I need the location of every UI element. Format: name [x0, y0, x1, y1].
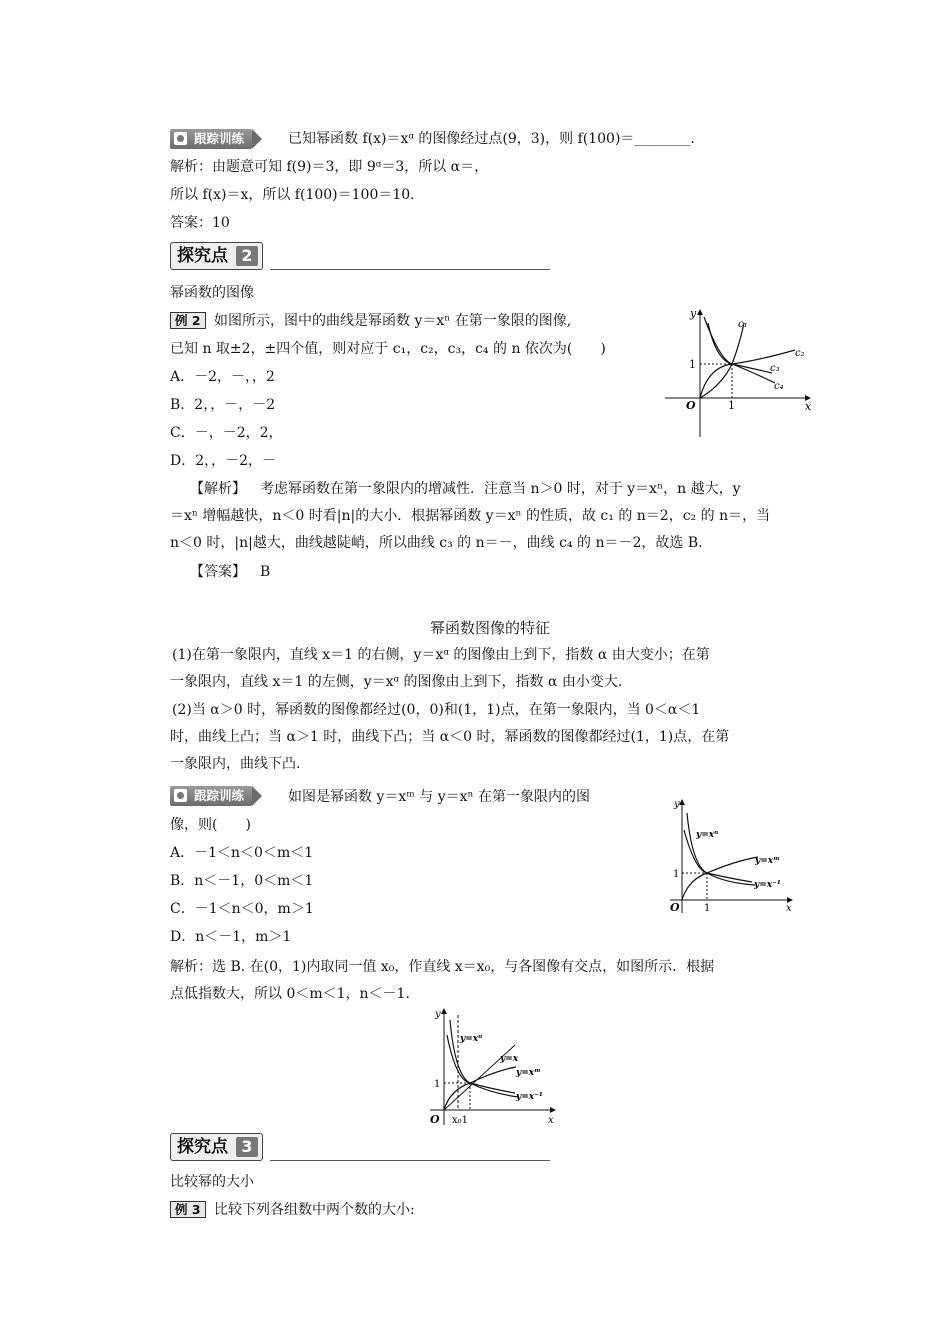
training-icon — [174, 132, 187, 145]
feature-p2-line2: 时，曲线上凸；当 α＞1 时，曲线下凸；当 α＜0 时，幂函数的图像都经过(1，1)点，在第 — [170, 729, 730, 745]
line-yx-label: y=x — [500, 1054, 519, 1064]
y-one-label: 1 — [673, 869, 680, 880]
training-solution-line1: 解析：由题意可知 f(9)＝3，即 9ᵅ＝3，所以 α＝， — [170, 159, 489, 175]
training-2-option-d: D．n＜－1，m＞1 — [170, 929, 292, 945]
analysis-line3: n＜0 时，|n|越大，曲线越陡峭，所以曲线 c₃ 的 n＝－，曲线 c₄ 的 n＝－2，故选 B. — [170, 535, 703, 551]
power-function-figure-1 — [660, 305, 820, 440]
example-label: 例 2 — [170, 312, 206, 329]
origin-label: O — [430, 1113, 440, 1126]
analysis-line1: 【解析】 考虑幂函数在第一象限内的增减性．注意当 n＞0 时，对于 y＝xⁿ，n 越大，y — [190, 481, 741, 497]
example-2-question-line2: 已知 n 取±2，±四个值，则对应于 c₁，c₂，c₃，c₄ 的 n 依次为( ) — [170, 341, 606, 357]
example-label: 例 3 — [170, 1201, 206, 1218]
training-2-solution-line1: 解析：选 B. 在(0，1)内取同一值 x₀，作直线 x＝x₀，与各图像有交点，如图所示．根据 — [170, 959, 715, 975]
x-axis-label: x — [805, 400, 812, 413]
analysis-line2: ＝xⁿ 增幅越快，n＜0 时看|n|的大小．根据幂函数 y＝xⁿ 的性质，故 c₁ 的 n＝2，c₂ 的 n＝，当 — [170, 508, 771, 524]
x-one-label: 1 — [728, 399, 735, 412]
section-title: 探究点 3 — [170, 1133, 263, 1161]
curve-x-inv-label: y=x⁻¹ — [754, 880, 781, 890]
section-heading-2 — [170, 242, 550, 270]
option-b: B．2，，－，－2 — [170, 397, 276, 413]
x-one-label: 1 — [704, 903, 711, 914]
training-2-option-a: A．－1＜n＜0＜m＜1 — [170, 845, 314, 861]
section-number: 3 — [236, 1137, 258, 1157]
feature-p1-line2: 一象限内，直线 x＝1 的左侧，y＝xᵅ 的图像由上到下，指数 α 由小变大. — [170, 674, 623, 690]
curve-xn-label: y=xⁿ — [460, 1034, 483, 1044]
origin-label: O — [670, 901, 680, 914]
training-badge: 跟踪训练 — [170, 129, 252, 149]
example-3-question: 例 3 比较下列各组数中两个数的大小: — [170, 1200, 415, 1220]
y-axis-label: y — [690, 307, 697, 320]
x-axis-label: x — [548, 1115, 554, 1126]
curve-c3-label: c₃ — [770, 363, 780, 374]
example-2-question-line1: 例 2 如图所示，图中的曲线是幂函数 y＝xⁿ 在第一象限的图像, — [170, 311, 571, 331]
training-question: 已知幂函数 f(x)＝xᵅ 的图像经过点(9，3)，则 f(100)＝________. — [288, 131, 695, 147]
y-one-label: 1 — [434, 1079, 441, 1090]
training-2-question-line2: 像，则( ) — [170, 817, 251, 833]
curve-x-inv-label: y=x⁻¹ — [516, 1092, 543, 1102]
curve-xm-label: y=xᵐ — [755, 856, 780, 866]
option-d: D．2，，－2，－ — [170, 453, 277, 469]
section-title: 探究点 2 — [170, 242, 263, 270]
curve-c1-label: c₁ — [738, 319, 748, 330]
feature-p2-line1: (2)当 α＞0 时，幂函数的图像都经过(0，0)和(1，1)点，在第一象限内，当 0＜α＜1 — [172, 702, 701, 718]
option-a: A．－2，－，，2 — [170, 369, 275, 385]
answer-line: 【答案】 B — [190, 564, 271, 580]
training-solution-line2: 所以 f(x)＝x，所以 f(100)＝100＝10. — [170, 187, 415, 203]
option-c: C．－，－2，2， — [170, 425, 283, 441]
x-axis-label: x — [786, 903, 792, 914]
section-rule — [270, 269, 550, 270]
curve-c2-label: c₂ — [795, 348, 805, 359]
curve-xm-label: y=xᵐ — [516, 1068, 541, 1078]
training-2-solution-line2: 点低指数大，所以 0＜m＜1，n＜－1. — [170, 986, 410, 1002]
power-function-figure-3 — [420, 1005, 565, 1130]
y-axis-label: y — [674, 799, 680, 810]
curve-xn-label: y=xⁿ — [696, 830, 719, 840]
section-number: 2 — [236, 246, 258, 266]
training-2-option-b: B．n＜－1，0＜m＜1 — [170, 873, 314, 889]
y-one-label: 1 — [689, 358, 696, 371]
training-badge-2: 跟踪训练 — [170, 786, 252, 806]
section-3-subtitle: 比较幂的大小 — [170, 1174, 254, 1190]
training-2-question-line1: 如图是幂函数 y＝xᵐ 与 y＝xⁿ 在第一象限内的图 — [288, 789, 591, 805]
origin-label: O — [686, 399, 696, 412]
training-2-option-c: C．－1＜n＜0，m＞1 — [170, 901, 314, 917]
section-heading-3 — [170, 1133, 550, 1161]
training-icon — [174, 789, 187, 802]
section-subtitle: 幂函数的图像 — [170, 285, 254, 301]
curve-c4-label: c₄ — [774, 381, 784, 392]
x0-label: x₀1 — [452, 1115, 469, 1126]
feature-p1-line1: (1)在第一象限内，直线 x＝1 的右侧，y＝xᵅ 的图像由上到下，指数 α 由大变小；在第 — [172, 647, 710, 663]
section-rule — [270, 1160, 550, 1161]
y-axis-label: y — [435, 1009, 441, 1020]
feature-title: 幂函数图像的特征 — [429, 619, 550, 637]
power-function-figure-2 — [660, 795, 800, 915]
training-answer: 答案：10 — [170, 215, 230, 231]
feature-p2-line3: 一象限内，曲线下凸. — [170, 756, 301, 772]
